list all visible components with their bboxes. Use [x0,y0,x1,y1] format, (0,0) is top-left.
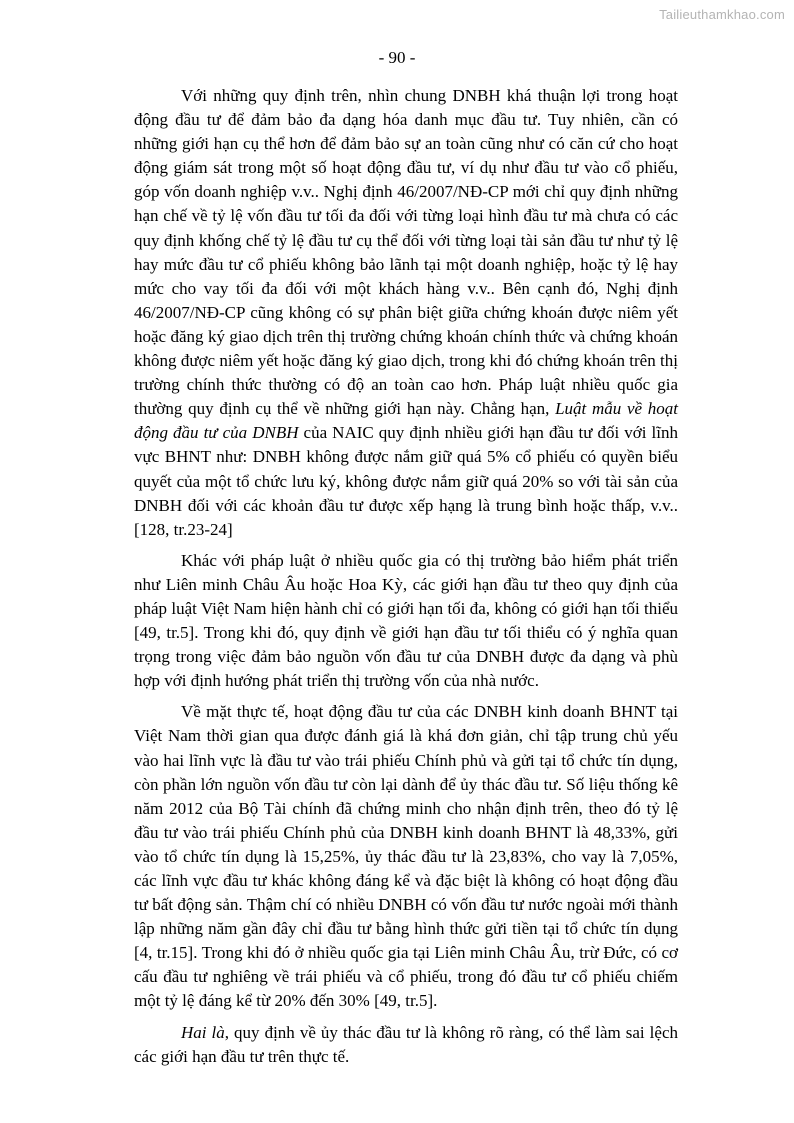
paragraph-2: Khác với pháp luật ở nhiều quốc gia có thị trường bảo hiểm phát triển như Liên minh Châu Âu hoặc Hoa Kỳ, các giới hạn đầu tư theo quy định của pháp luật Việt Nam hiện hành chỉ có giới hạn tối đa, không có giới hạn tối thiểu [49, tr.5]. Trong khi đó, quy định về giới hạn đầu tư tối thiểu có ý nghĩa quan trọng trong việc đảm bảo nguồn vốn đầu tư của DNBH được đa dạng và phù hợp với định hướng phát triển thị trường vốn của nhà nước. [134,550,678,691]
paragraph-1-text-end: của NAIC quy định nhiều giới hạn đầu tư đối với lĩnh vực BHNT như: DNBH không được nắm giữ quá 5% cổ phiếu có quyền biểu quyết của một tổ chức lưu ký, không được nắm giữ quá 20% so với tài sản của DNBH đối với các khoản đầu tư được xếp hạng là trung bình hoặc thấp, v.v..[128, tr.23-24] [134,423,678,539]
paragraph-4-italic-lead: Hai là [181,1022,225,1042]
paragraph-4 [134,1021,678,1069]
paragraph-1 [134,84,678,542]
paragraph-1-italic-title: Luật mẫu về hoạt động đầu tư của DNBH [134,399,678,443]
document-body [134,84,678,1076]
paragraph-4-text: , quy định về ủy thác đầu tư là không rõ ràng, có thể làm sai lệch các giới hạn đầu tư trên thực tế. [134,1022,678,1066]
page-number: - 90 - [378,48,416,67]
paragraph-1-text-start: Với những quy định trên, nhìn chung DNBH khá thuận lợi trong hoạt động đầu tư để đảm bảo đa dạng hóa danh mục đầu tư. Tuy nhiên, cần có những giới hạn cụ thể hơn để đảm bảo sự an toàn cũng như có căn cứ cho hoạt động giám sát trong một số hoạt động đầu tư, ví dụ như đầu tư vào cổ phiếu, góp vốn doanh nghiệp v.v.. Nghị định 46/2007/NĐ-CP mới chỉ quy định những hạn chế về tỷ lệ vốn đầu tư tối đa đối với từng loại hình đầu tư mà chưa có các quy định khống chế tỷ lệ đầu tư cụ thể đối với từng loại tài sản đầu tư như tỷ lệ hay mức đầu tư cổ phiếu không bảo lãnh tại một doanh nghiệp, hoặc tỷ lệ hay mức cho vay tối đa đối với một khách hàng v.v.. Bên cạnh đó, Nghị định 46/2007/NĐ-CP cũng không có sự phân biệt giữa chứng khoán được niêm yết hoặc đăng ký giao dịch trên thị trường chứng khoán chính thức và chứng khoán không được niêm yết hoặc đăng ký giao dịch, trong khi đó chứng khoán trên thị trường chính thức thường có độ an toàn cao hơn. Pháp luật nhiều quốc gia thường quy định cụ thể về những giới hạn này. Chẳng hạn, [134,86,678,419]
paragraph-3: Về mặt thực tế, hoạt động đầu tư của các DNBH kinh doanh BHNT tại Việt Nam thời gian qua được đánh giá là khá đơn giản, chỉ tập trung chủ yếu vào hai lĩnh vực là đầu tư vào trái phiếu Chính phủ và gửi tại tổ chức tín dụng, còn phần lớn nguồn vốn đầu tư còn lại dành để ủy thác đầu tư. Số liệu thống kê năm 2012 của Bộ Tài chính đã chứng minh cho nhận định trên, theo đó tỷ lệ đầu tư vào trái phiếu Chính phủ của DNBH kinh doanh BHNT là 48,33%, gửi vào tổ chức tín dụng là 15,25%, ủy thác đầu tư là 23,83%, cho vay là 7,05%, các lĩnh vực đầu tư khác không đáng kể và đặc biệt là không có hoạt động đầu tư bất động sản. Thậm chí có nhiều DNBH có vốn đầu tư nước ngoài mới thành lập những năm gần đây chỉ đầu tư bằng hình thức gửi tiền tại tổ chức tín dụng [4, tr.15]. Trong khi đó ở nhiều quốc gia tại Liên minh Châu Âu, trừ Đức, có cơ cấu đầu tư nghiêng về trái phiếu và cổ phiếu, trong đó đầu tư cổ phiếu chiếm một tỷ lệ đáng kể từ 20% đến 30% [49, tr.5]. [134,702,678,1011]
watermark: Tailieuthamkhao.com [659,7,785,22]
